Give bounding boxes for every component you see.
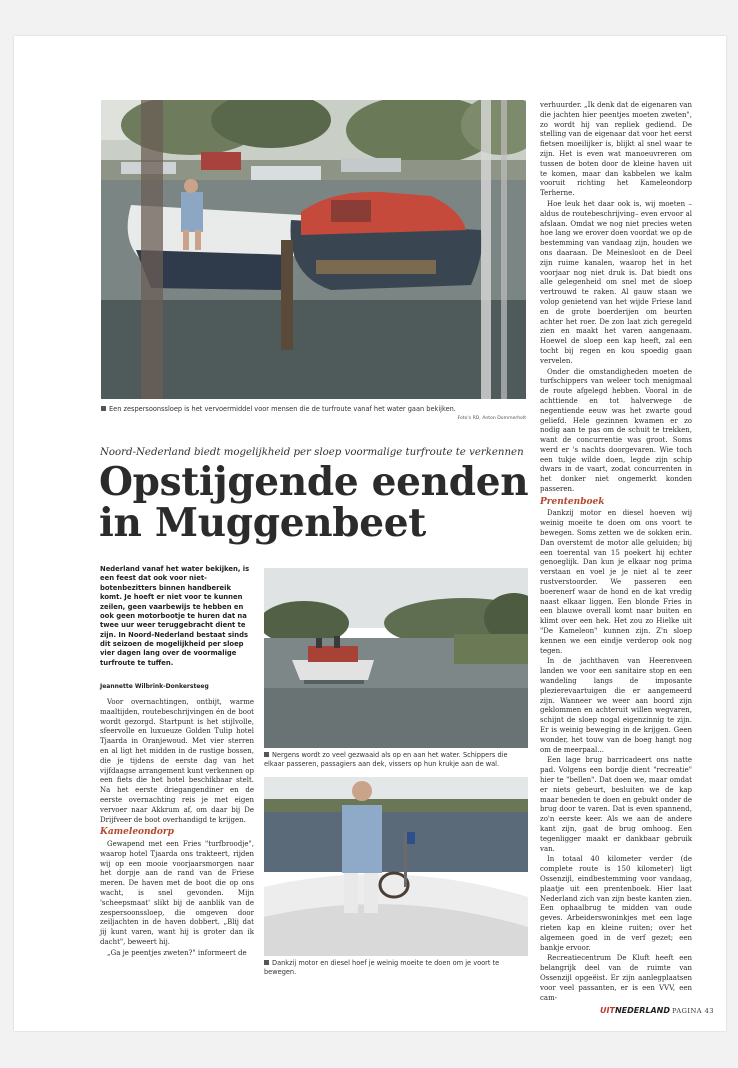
photo-credit: Foto's RD, Anton Dommerholt bbox=[457, 416, 526, 421]
photo1-caption-text: Een zespersoonssloep is het vervoermiddel voor mensen die de turfroute vanaf het water gaan bekijken. bbox=[109, 405, 456, 413]
logo-suffix: NEDERLAND bbox=[614, 1006, 670, 1015]
body-paragraph: Een lage brug barricadeert ons natte pad. Volgens een bordje dient "recreatie" hier te "bellen". Dat doen we, maar omdat er niets gebeurt, besluiten we de kap maar beneden te doen en gebukt onder de brug door te varen. Dat is even spannend, zo'n eerste keer. Als we aan de andere kant zijn, gaat de brug omhoog. Een tegenligger maakt er dankbaar gebruik van. bbox=[540, 756, 692, 853]
body-paragraph: Gewapend met een Fries "turfbroodje", waarop hotel Tjaarda ons trakteert, rijden wij op een mooie voorjaarsmorgen naar het dorpje aan de rand van de Friese meren. De haven met de boot die op ons wacht, is snel gevonden. Mijn 'scheepsmaat' slikt bij de aanblik van de zespersoonssloep, die omgeven door zeiljachten in de haven dobbert. „Blij dat jij kunt varen, want hij is groter dan ik dacht", beweert hij. bbox=[100, 839, 254, 946]
body-paragraph: In de jachthaven van Heerenveen landen we voor een sanitaire stop en een wandeling langs de imposante plezierevaartuigen die er aangemeerd zijn. Wanneer we weer aan boord zijn geklommen en achteruit willen wegvaren, schijnt de sloep nogal eigenzinnig te zijn. Er is weinig beweging in de krijgen. Geen wonder, het touw van de boeg hangt nog om de meerpaal... bbox=[540, 657, 692, 754]
article-kicker: Noord-Nederland biedt mogelijkheid per sloep voormalige turfroute te verkennen bbox=[100, 447, 524, 458]
subhead-kameleondorp: Kameleondorp bbox=[100, 827, 174, 838]
body-column-1 bbox=[100, 698, 254, 960]
page-number: PAGINA 43 bbox=[672, 1007, 714, 1015]
photo1-caption bbox=[101, 405, 526, 414]
subhead-prentenboek: Prentenboek bbox=[540, 496, 605, 507]
photo3-caption-text: Dankzij motor en diesel hoef je weinig moeite te doen om je voort te bewegen. bbox=[264, 959, 500, 976]
article-byline: Jeannette Wilbrink-Donkersteeg bbox=[100, 683, 209, 690]
photo-passing-boat bbox=[264, 568, 528, 748]
logo-prefix: UIT bbox=[600, 1006, 615, 1015]
photo-sloep-harbor bbox=[101, 100, 526, 399]
caption-square-icon bbox=[264, 752, 269, 757]
photo3-caption bbox=[264, 959, 528, 976]
magazine-logo bbox=[600, 1006, 670, 1015]
photo2-caption-text: Nergens wordt zo veel gezwaaid als op en aan het water. Schippers die elkaar passeren, passagiers aan dek, vissers op hun krukje aan de wal. bbox=[264, 751, 508, 768]
article-lead: Nederland vanaf het water bekijken, is een feest dat ook voor niet-botenbezitters binnen handbereik komt. Je hoeft er niet voor te kunnen zeilen, geen vaarbewijs te hebben en ook geen motorbootje te huren dat na twee uur weer teruggebracht dient te zijn. In Noord-Nederland bestaat sinds dit seizoen de mogelijkheid per sloep vier dagen lang over de voormalige turfroute te tuffen. bbox=[100, 565, 250, 667]
body-paragraph: Recreatiecentrum De Kluft heeft een belangrijk deel van de ruimte van Ossenzijl opgeëist. Er zijn aanlegplaatsen voor veel passanten, er is een VVV, een cam- bbox=[540, 954, 692, 1002]
caption-square-icon bbox=[264, 960, 269, 965]
body-column-3 bbox=[540, 101, 692, 1004]
caption-square-icon bbox=[101, 406, 106, 411]
body-paragraph: verhuurder. „Ik denk dat de eigenaren van die jachten hier peentjes moeten zweten", zo wordt hij van repliek gediend. De stelling van de eigenaar dat voor het eerst fietsen moeilijker is, blijkt al snel waar te zijn. Het is even wat manoeuvreren om tussen de boten door de kleine haven uit te komen, maar dan kabbelen we kalm vooruit richting het Kameleondorp Terherne. bbox=[540, 101, 692, 198]
body-paragraph: Dankzij motor en diesel hoeven wij weinig moeite te doen om ons voort te bewegen. Soms zetten we de sokken erin. Dan overstemt de motor alle geluiden; bij een toerental van 15 poekert hij echter genoeglijk. Dan kun je elkaar nog prima verstaan en voel je je niet al te zeer rustverstoorder. We passeren een boerenerf waar de hond en de kat vredig naast elkaar liggen. Een blonde Fries in een blauwe overall komt naar buiten en klimt over een hek. Het zou zo Hielke uit "De Kameleon" kunnen zijn. Z'n sloep kennen we een eindje verderop ook nog tegen. bbox=[540, 509, 692, 655]
photo-man-at-helm bbox=[264, 777, 528, 956]
photo2-caption bbox=[264, 751, 528, 768]
body-paragraph: „Ga je peentjes zweten?" informeert de bbox=[107, 948, 247, 957]
body-paragraph: Onder die omstandigheden moeten de turfschippers van weleer toch menigmaal de route afgelegd hebben. Vooral in de achttiende en tot halverwege de negentiende eeuw was het zwarte goud geliefd. Hele gezinnen kwamen er zo nodig aan te pas om de schuit te trekken, want de concurrentie was groot. Soms werd er 's nachts doorgevaren. Wie toch een tukje wilde doen, legde zijn schip dwars in de vaart, zodat concurrenten in het donker niet ongemerkt konden passeren. bbox=[540, 367, 692, 494]
article-headline: Opstijgende eenden in Muggenbeet bbox=[99, 459, 529, 546]
body-paragraph: In totaal 40 kilometer verder (de complete route is 150 kilometer) ligt Ossenzijl, eindbestemming voor vandaag, plaatje uit een prentenboek. Hier laat Nederland zich van zijn beste kanten zien. Een ophaalbrug te midden van oude geves. Arbeiderswoninkjes met een lage rieten kap en kleine ruiten; over het algemeen goed in de verf gezet; een bankje ervoor. bbox=[540, 855, 692, 952]
body-paragraph: Hoe leuk het daar ook is, wij moeten –aldus de routebeschrijving– even ervoor al afslaan. Omdat we nog niet precies weten hoe lang we erover doen voordat we op de bestemming van vandaag zijn, houden we ons daaraan. De Meinesloot en de Deel zijn ruime kanalen, waarop het in het voorjaar nog niet druk is. Dat biedt ons alle gelegenheid om snel met de sloep vertrouwd te raken. Al gauw staan we volop genietend van het wijde Friese land en de grote boerderijen om beurten achter het roer. De zon laat zich geregeld zien en maakt het varen aangenaam. Hoewel de sloep een kap heeft, zal een tocht bij regen en kou spoedig gaan vervelen. bbox=[540, 199, 692, 365]
body-paragraph: Voor overnachtingen, ontbijt, warme maaltijden, routebeschrijvingen én de boot wordt gezorgd. Startpunt is het stijlvolle, sfeervolle en luxueuze Golden Tulip hotel Tjaarda in Oranjewoud. Met vier sterren en al ligt het midden in de rustige bossen, die je tijdens de eerste dag van het vijfdaagse arrangement kunt verkennen op een fiets die het hotel beschikbaar stelt. Na het eerste driegangendiner en de eerste overnachting reis je met eigen vervoer naar Akkrum af, om daar bij De Drijfveer de boot overhandigd te krijgen. bbox=[100, 698, 254, 824]
